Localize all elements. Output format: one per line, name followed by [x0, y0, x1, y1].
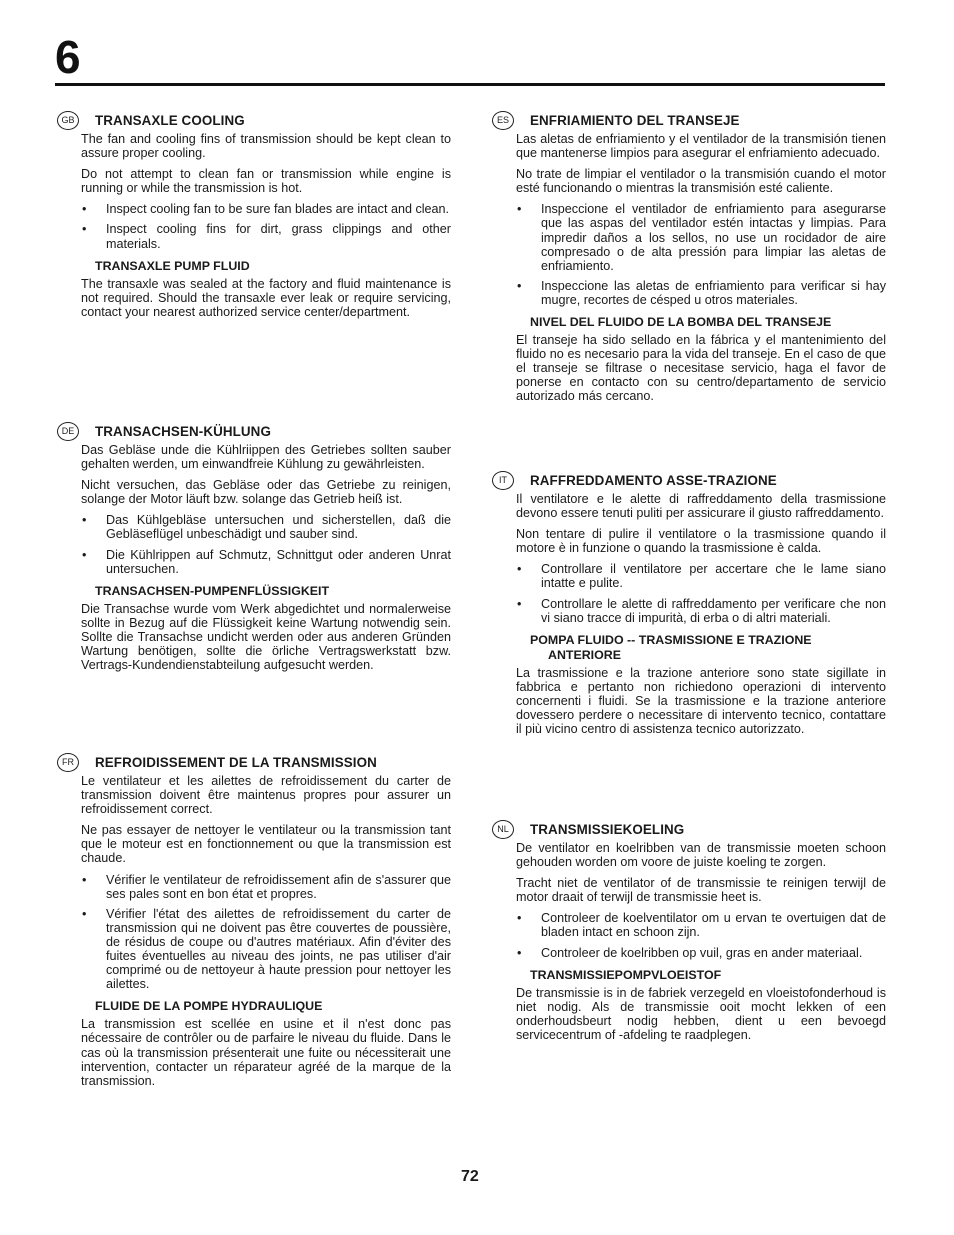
- list-item: • Controleer de koelribben op vuil, gras en ander materiaal.: [516, 946, 886, 960]
- subsection-title: TRANSAXLE PUMP FLUID: [95, 258, 250, 273]
- paragraph: No trate de limpiar el ventilador o la transmisión cuando el motor esté funcionando o mientras la transmisión esté caliente.: [516, 167, 886, 196]
- list-item: • Vérifier l'état des ailettes de refroidissement du carter de transmission qui ne doivent pas être couvertes de poussière, de résidus de coupe ou d'autres matériaux. Afin d'éviter des fuites éventuelles au niveau des joints, ne pas utiliser d'air comprimé ou de nettoyeur à haute pression pour nettoyer les ailettes.: [81, 907, 451, 992]
- subsection-title: TRANSACHSEN-PUMPENFLÜSSIGKEIT: [95, 583, 330, 598]
- section-title: REFROIDISSEMENT DE LA TRANSMISSION: [95, 755, 377, 770]
- paragraph: Die Transachse wurde vom Werk abgedichtet und normalerweise sollte in Bezug auf die Flüssigkeit keine Wartung notwendig sein. Sollte die Transachse undicht werden oder aus anderen Gründen Wartung benötigen, sollte die örliche Vertragswerkstatt bzw. Vertrags-Kundendienstabteilung aufgesucht werden.: [81, 601, 451, 673]
- paragraph: De ventilator en koelribben van de transmissie moeten schoon gehouden worden om voore de juiste koeling te zorgen.: [516, 841, 886, 870]
- language-badge-gb: GB: [57, 111, 79, 130]
- paragraph: The transaxle was sealed at the factory and fluid maintenance is not required. Should the transaxle ever leak or require servicing, contact your nearest authorized service center/department.: [81, 276, 451, 319]
- section-title: RAFFREDDAMENTO ASSE-TRAZIONE: [530, 473, 777, 488]
- subsection-title: NIVEL DEL FLUIDO DE LA BOMBA DEL TRANSEJE: [530, 315, 832, 330]
- bullet-list: [516, 562, 886, 624]
- subsection-title-line1: POMPA FLUIDO -- TRASMISSIONE E TRAZIONE: [530, 632, 812, 647]
- language-badge-de: DE: [57, 422, 79, 441]
- paragraph: Tracht niet de ventilator of de transmissie te reinigen terwijl de motor draait of terwijl de transmissie heet is.: [516, 876, 886, 905]
- chapter-number: 6: [55, 31, 81, 83]
- subsection-title: [530, 633, 886, 663]
- section-it: [499, 473, 886, 743]
- list-item: • Controllare il ventilatore per accertare che le lame siano intatte e pulite.: [516, 562, 886, 590]
- bullet-list: [81, 873, 451, 992]
- bullet-list: [81, 202, 451, 250]
- language-badge-it: IT: [492, 471, 514, 490]
- language-badge-es: ES: [492, 111, 514, 130]
- section-title: TRANSMISSIEKOELING: [530, 822, 685, 837]
- header-rule: [55, 83, 885, 86]
- paragraph: Nicht versuchen, das Gebläse oder das Getriebe zu reinigen, solange der Motor läuft bzw. solange das Getrieb heiß ist.: [81, 478, 451, 507]
- section-title: TRANSACHSEN-KÜHLUNG: [95, 424, 271, 439]
- paragraph: Ne pas essayer de nettoyer le ventilateur ou la transmission tant que le moteur est en fonctionnement ou que la transmission est chaude.: [81, 823, 451, 866]
- section-de: [61, 424, 451, 679]
- section-nl: [497, 822, 886, 1049]
- paragraph: Do not attempt to clean fan or transmission while engine is running or while the transmission is hot.: [81, 167, 451, 196]
- section-gb: [61, 113, 451, 326]
- section-title: ENFRIAMIENTO DEL TRANSEJE: [530, 113, 740, 128]
- section-title: TRANSAXLE COOLING: [95, 113, 245, 128]
- paragraph: El transeje ha sido sellado en la fábrica y el mantenimiento del fluido no es necesario para la vida del transeje. En el caso de que el transeje se filtrase o necesitase servicio, haga el favor de ponerse en contacto con su centro/departamento de servicio autorizado más cercano.: [516, 333, 886, 404]
- paragraph: Non tentare di pulire il ventilatore o la trasmissione quando il motore è in funzione o quando la trasmissione è calda.: [516, 527, 886, 556]
- paragraph: The fan and cooling fins of transmission should be kept clean to assure proper cooling.: [81, 132, 451, 161]
- paragraph: Le ventilateur et les ailettes de refroidissement du carter de transmission doivent être maintenus propres pour assurer un refroidissement correct.: [81, 774, 451, 817]
- subsection-title: FLUIDE DE LA POMPE HYDRAULIQUE: [95, 999, 323, 1014]
- list-item: • Controllare le alette di raffreddamento per verificare che non vi siano tracce di impurità, di erba o di altri materiali.: [516, 597, 886, 625]
- subsection-title: TRANSMISSIEPOMPVLOEISTOF: [530, 967, 722, 982]
- paragraph: Las aletas de enfriamiento y el ventilador de la transmisión tienen que mantenerse limpios para asegurar el enfriamiento adecuado.: [516, 132, 886, 161]
- paragraph: Das Gebläse unde die Kühlriippen des Getriebes sollten sauber gehalten werden, um einwandfreie Kühlung zu gewährleisten.: [81, 443, 451, 472]
- list-item: • Inspect cooling fins for dirt, grass clippings and other materials.: [81, 222, 451, 250]
- page-number: 72: [461, 1168, 479, 1185]
- subsection-title-line2: ANTERIORE: [548, 647, 621, 662]
- bullet-list: [516, 202, 886, 307]
- list-item: • Inspeccione las aletas de enfriamiento para verificar si hay mugre, recortes de césped u otros materiales.: [516, 279, 886, 307]
- paragraph: De transmissie is in de fabriek verzegeld en vloeistofonderhoud is niet nodig. Als de transmissie ooit mocht lekken of een onderhoudsbeurt nodig hebben, dient u een bevoegd servicecentrum of -afdeling te raadplegen.: [516, 985, 886, 1042]
- paragraph: Il ventilatore e le alette di raffreddamento della trasmissione devono essere tenuti puliti per assicurare il giusto raffreddamento.: [516, 492, 886, 521]
- list-item: • Inspeccione el ventilador de enfriamiento para asegurarse que las aspas del ventilador estén intactas y limpias. Para impredir daños a los sellos, no use un rocidador de aire compresado o de alta pressión para limpiar las aletas de enfriamiento.: [516, 202, 886, 272]
- list-item: • Vérifier le ventilateur de refroidissement afin de s'assurer que ses pales sont en bon état et propres.: [81, 873, 451, 901]
- list-item: • Die Kühlrippen auf Schmutz, Schnittgut oder anderen Unrat untersuchen.: [81, 548, 451, 576]
- section-es: [496, 113, 886, 411]
- paragraph: La trasmissione e la trazione anteriore sono state sigillate in fabbrica e pertanto non richiedono operazioni di intervento concernenti i fluidi. Se la trasmissione e la trazione anteriore dovessero perdere o necessitare di intervento tecnico, contattare il più vicino centro di assistenza tecnico autorizzato.: [516, 665, 886, 737]
- language-badge-fr: FR: [57, 753, 79, 772]
- paragraph: La transmission est scellée en usine et il n'est donc pas nécessaire de contrôler ou de parfaire le niveau du fluide. Dans le cas où la transmission présenterait une fuite ou nécessiterait une intervention, contacter un réparateur agréé de la marque de la transmission.: [81, 1017, 451, 1088]
- list-item: • Controleer de koelventilator om u ervan te overtuigen dat de bladen intact en schoon zijn.: [516, 911, 886, 939]
- language-badge-nl: NL: [492, 820, 514, 839]
- list-item: • Inspect cooling fan to be sure fan blades are intact and clean.: [81, 202, 451, 216]
- bullet-list: [81, 513, 451, 575]
- list-item: • Das Kühlgebläse untersuchen und sicherstellen, daß die Gebläseflügel unbeschädigt und sauber sind.: [81, 513, 451, 541]
- section-fr: [62, 755, 451, 1095]
- bullet-list: [516, 911, 886, 959]
